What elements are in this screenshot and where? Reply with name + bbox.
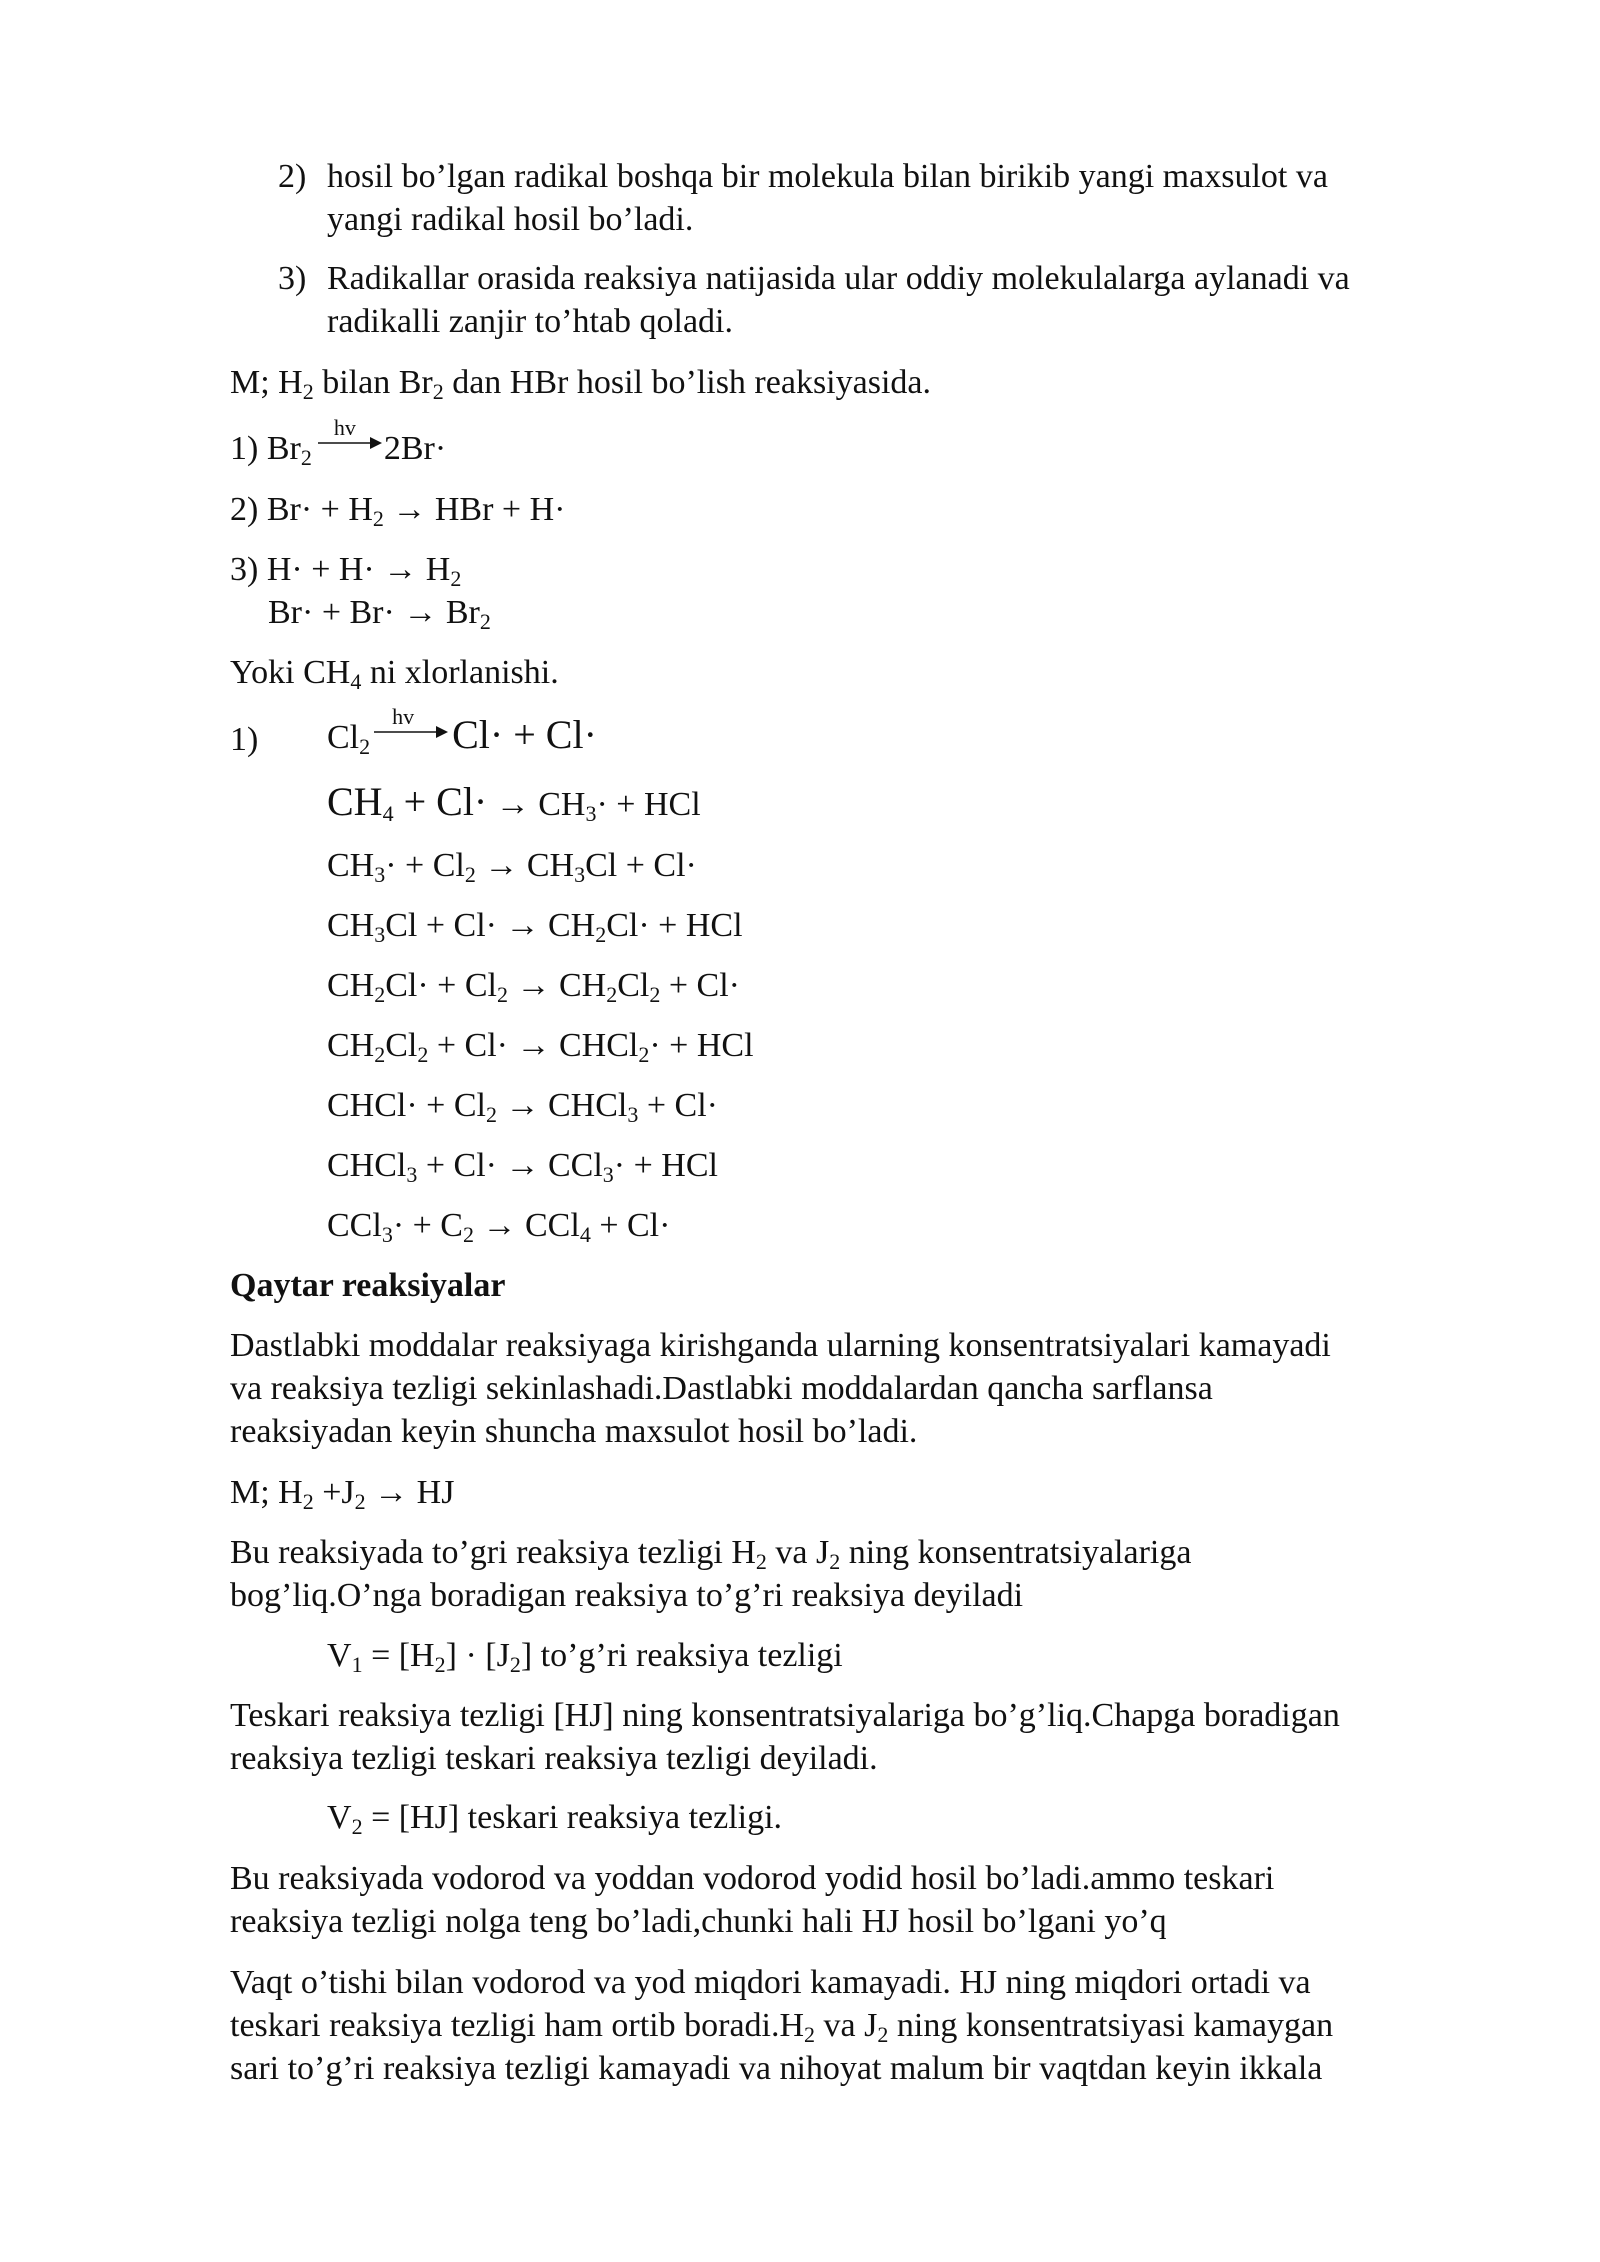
list-number-2: 2) (278, 158, 307, 195)
ch4-reaction-7 (327, 1085, 718, 1127)
text-run: V (327, 1637, 352, 1674)
text-run: + Cl· (590, 1207, 671, 1244)
list-item-2-line-2: yangi radikal hosil bo’ladi. (327, 201, 694, 238)
text-run: CH (327, 1027, 375, 1064)
subscript: 3 (627, 1102, 639, 1127)
text-run: Cl + Cl· → CH (385, 907, 596, 944)
subscript: 4 (382, 801, 394, 826)
subscript: 2 (877, 2022, 889, 2047)
text-run: CCl (327, 1207, 382, 1244)
subscript: 2 (595, 922, 607, 947)
subscript: 2 (485, 1102, 497, 1127)
text-run: Bu reaksiyada to’gri reaksiya tezligi H (230, 1534, 756, 1571)
ch4-reaction-9 (327, 1205, 670, 1247)
subscript: 2 (496, 982, 508, 1007)
text-run: Yoki CH (230, 654, 351, 691)
text-run: CHCl (327, 1147, 407, 1184)
text-run: Cl· + HCl (606, 907, 743, 944)
text-run: · + HCl (613, 1147, 718, 1184)
text-run: 2) Br· + H (230, 491, 373, 528)
text-run: CH (327, 967, 375, 1004)
subscript: 2 (649, 982, 661, 1007)
paragraph-5-line-2 (230, 2005, 1333, 2047)
subscript: 2 (302, 1489, 314, 1514)
text-run: teskari reaksiya tezligi ham ortib boradi.H (230, 2007, 805, 2044)
subscript: 2 (829, 1549, 841, 1574)
subscript: 2 (359, 734, 371, 759)
text-run: ] · [J (445, 1637, 510, 1674)
text-run: 1) Br (230, 430, 301, 467)
text-run: → CH (475, 847, 575, 884)
ch4-reaction-3 (327, 845, 697, 887)
paragraph-4-line-2: reaksiya tezligi nolga teng bo’ladi,chunki hali HJ hosil bo’lgani yo’q (230, 1903, 1167, 1940)
subscript: 2 (374, 1042, 386, 1067)
subscript: 2 (432, 379, 444, 404)
text-run: Cl (617, 967, 650, 1004)
subscript: 2 (509, 1652, 521, 1677)
ch4-reaction-8 (327, 1145, 718, 1187)
text-run: · + HCl (649, 1027, 754, 1064)
subscript: 4 (350, 669, 362, 694)
arrow-label: hv (392, 704, 415, 729)
text-run: Br· + Br· → Br (268, 594, 480, 631)
subscript: 3 (574, 862, 586, 887)
text-run: = [H (362, 1637, 435, 1674)
paragraph-4-line-1: Bu reaksiyada vodorod va yoddan vodorod yodid hosil bo’ladi.ammo teskari (230, 1860, 1275, 1897)
paragraph-2-line-2: bog’liq.O’nga boradigan reaksiya to’g’ri reaksiya deyiladi (230, 1577, 1024, 1614)
text-run: + Cl· (638, 1087, 718, 1124)
text-run: Cl (327, 719, 360, 756)
subscript: 2 (434, 1652, 446, 1677)
text-run: · + Cl (385, 847, 465, 884)
text-run: + Cl· → CCl (417, 1147, 603, 1184)
text-run: → CH (507, 967, 607, 1004)
paragraph-3-line-1: Teskari reaksiya tezligi [HJ] ning konsentratsiyalariga bo’g’liq.Chapga boradigan (230, 1697, 1340, 1734)
ch4-reaction-2 (327, 781, 701, 826)
list-number-3: 3) (278, 260, 307, 297)
ch4-reaction-6 (327, 1025, 754, 1067)
list-item-3-line-2: radikalli zanjir to’htab qoladi. (327, 303, 733, 340)
text-run: + Cl· → CHCl (428, 1027, 639, 1064)
subscript: 3 (406, 1162, 418, 1187)
subscript: 3 (602, 1162, 614, 1187)
text-run: va J (766, 1534, 830, 1571)
subscript: 3 (374, 922, 386, 947)
text-run: bilan Br (313, 364, 433, 401)
hv-arrow (312, 415, 384, 461)
right-arrow-icon (314, 433, 384, 453)
hbr-equation-2 (230, 489, 565, 531)
section-heading: Qaytar reaksiyalar (230, 1267, 506, 1304)
text-run: CH (327, 847, 375, 884)
text-run: → CCl (474, 1207, 580, 1244)
ch4-reaction-5 (327, 965, 740, 1007)
text-run: CH (327, 907, 375, 944)
text-run: · + C (392, 1207, 463, 1244)
text-run: 3) H· + H· → H (230, 551, 451, 588)
text-run: · + HCl (596, 786, 701, 823)
paragraph-2-line-1 (230, 1532, 1191, 1574)
hbr-equation-3 (230, 549, 461, 591)
text-run: ning konsentratsiyasi kamaygan (888, 2007, 1334, 2044)
subscript: 2 (351, 1814, 363, 1839)
subscript: 2 (374, 982, 386, 1007)
subscript: 3 (585, 801, 597, 826)
text-run: 2Br· (383, 430, 447, 467)
list-item-2-line-1: hosil bo’lgan radikal boshqa bir molekula bilan birikib yangi maxsulot va (327, 158, 1328, 195)
text-run: CH (327, 779, 383, 824)
reverse-rate-formula (327, 1797, 782, 1839)
subscript: 2 (417, 1042, 429, 1067)
subscript: 2 (354, 1489, 366, 1514)
text-run: ] to’g’ri reaksiya tezligi (520, 1637, 843, 1674)
text-run: Cl· + Cl· (452, 712, 597, 757)
hbr-intro (230, 362, 931, 404)
text-run: Cl· + Cl (385, 967, 497, 1004)
text-run: = [HJ] teskari reaksiya tezligi. (362, 1799, 783, 1836)
subscript: 2 (755, 1549, 767, 1574)
text-run: + Cl· (393, 779, 488, 824)
text-run: M; H (230, 1474, 303, 1511)
text-run: CHCl· + Cl (327, 1087, 486, 1124)
ch4-reaction-4 (327, 905, 743, 947)
paragraph-5-line-1: Vaqt o’tishi bilan vodorod va yod miqdori kamayadi. HJ ning miqdori ortadi va (230, 1964, 1311, 2001)
subscript: 2 (638, 1042, 650, 1067)
hbr-equation-1 (230, 415, 447, 470)
text-run: → HBr + H· (383, 491, 566, 528)
subscript: 2 (302, 379, 314, 404)
text-run: Cl + Cl· (585, 847, 697, 884)
subscript: 1 (351, 1652, 363, 1677)
subscript: 4 (579, 1222, 591, 1247)
hbr-equation-4 (268, 592, 491, 634)
subscript: 2 (464, 862, 476, 887)
ch4-step-number: 1) (230, 721, 259, 758)
text-run: ni xlorlanishi. (361, 654, 559, 691)
subscript: 2 (300, 445, 312, 470)
forward-rate-formula (327, 1635, 843, 1677)
example-equation (230, 1472, 454, 1514)
text-run: ning konsentratsiyalariga (840, 1534, 1192, 1571)
text-run: Cl (385, 1027, 418, 1064)
text-run: va J (815, 2007, 878, 2044)
text-run: + Cl· (660, 967, 740, 1004)
paragraph-1-line-3: reaksiyadan keyin shuncha maxsulot hosil bo’ladi. (230, 1413, 918, 1450)
right-arrow-icon (372, 722, 452, 742)
subscript: 3 (374, 862, 386, 887)
ch4-reaction-1 (327, 704, 597, 759)
ch4-intro (230, 652, 559, 694)
text-run: dan HBr hosil bo’lish reaksiyasida. (443, 364, 931, 401)
subscript: 3 (381, 1222, 393, 1247)
subscript: 2 (804, 2022, 816, 2047)
text-run: M; H (230, 364, 303, 401)
subscript: 2 (372, 506, 384, 531)
subscript: 2 (463, 1222, 474, 1247)
paragraph-1-line-1: Dastlabki moddalar reaksiyaga kirishganda ularning konsentratsiyalari kamayadi (230, 1327, 1331, 1364)
paragraph-1-line-2: va reaksiya tezligi sekinlashadi.Dastlabki moddalardan qancha sarflansa (230, 1370, 1213, 1407)
text-run: → HJ (365, 1474, 455, 1511)
subscript: 2 (479, 609, 491, 634)
text-run: → CHCl (496, 1087, 628, 1124)
text-run: +J (313, 1474, 355, 1511)
hv-arrow (370, 704, 452, 750)
text-run: V (327, 1799, 352, 1836)
paragraph-5-line-3: sari to’g’ri reaksiya tezligi kamayadi va nihoyat malum bir vaqtdan keyin ikkala (230, 2050, 1323, 2087)
subscript: 2 (606, 982, 618, 1007)
list-item-3-line-1: Radikallar orasida reaksiya natijasida ular oddiy molekulalarga aylanadi va (327, 260, 1350, 297)
text-run: → CH (487, 786, 586, 823)
subscript: 2 (450, 566, 462, 591)
arrow-label: hv (333, 415, 356, 440)
paragraph-3-line-2: reaksiya tezligi teskari reaksiya tezligi deyiladi. (230, 1740, 878, 1777)
